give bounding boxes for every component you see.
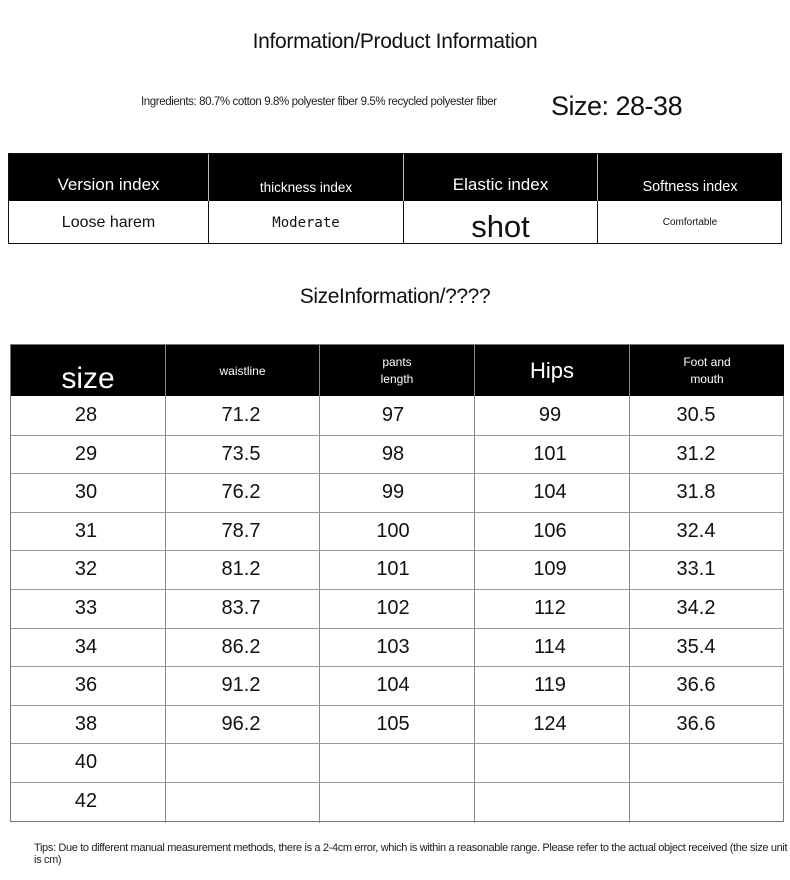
table-cell: 32 — [74, 558, 98, 580]
table-cell: 99 — [381, 481, 405, 503]
table-cell: 99 — [538, 404, 562, 426]
row-divider — [11, 435, 784, 436]
size-section-title: SizeInformation/???? — [299, 285, 491, 308]
column-divider — [208, 201, 209, 244]
table-cell: 98 — [381, 443, 405, 465]
page-title: Information/Product Information — [252, 30, 538, 53]
row-divider — [11, 628, 784, 629]
foot-and-mouth-header — [630, 345, 784, 396]
table-cell: 96.2 — [221, 713, 261, 735]
table-cell: 78.7 — [221, 520, 261, 542]
table-cell: 112 — [534, 597, 566, 619]
table-cell: 38 — [74, 713, 98, 735]
table-cell: 33.1 — [676, 558, 716, 580]
version-index-value: Loose harem — [61, 213, 156, 231]
pants-length-header — [320, 345, 474, 396]
waistline-header: waistline — [166, 345, 319, 396]
table-cell: 104 — [533, 481, 567, 503]
table-cell: 103 — [376, 636, 410, 658]
table-cell: 31.8 — [676, 481, 716, 503]
table-cell: 35.4 — [676, 636, 716, 658]
table-cell: 119 — [534, 674, 566, 696]
table-cell: 97 — [381, 404, 405, 426]
table-cell: 114 — [534, 636, 566, 658]
tips-text: Tips: Due to different manual measurement methods, there is a 2-4cm error, which is within a reasonable range. Please refer to the actual object received (the size unit is cm) — [34, 842, 788, 866]
elastic-index-header: Elastic index — [404, 154, 597, 201]
hips-header: Hips — [475, 345, 629, 396]
header-line: pants — [382, 354, 412, 369]
version-index-header: Version index — [9, 154, 208, 201]
table-cell: 36.6 — [676, 713, 716, 735]
column-divider — [403, 201, 404, 244]
table-cell: 71.2 — [221, 404, 261, 426]
table-cell: 105 — [376, 713, 410, 735]
table-cell: 109 — [533, 558, 567, 580]
thickness-index-value: Moderate — [272, 214, 340, 231]
ingredients-text: Ingredients: 80.7% cotton 9.8% polyester fiber 9.5% recycled polyester fiber — [141, 96, 497, 108]
table-cell: 76.2 — [221, 481, 261, 503]
table-cell: 86.2 — [221, 636, 261, 658]
column-divider — [629, 345, 630, 823]
table-cell: 34.2 — [676, 597, 716, 619]
softness-index-header: Softness index — [598, 154, 782, 201]
column-divider — [208, 154, 209, 201]
table-cell: 106 — [533, 520, 567, 542]
softness-index-value: Comfortable — [662, 217, 718, 228]
row-divider — [11, 666, 784, 667]
column-divider — [474, 345, 475, 823]
row-divider — [11, 473, 784, 474]
index-table — [8, 153, 782, 244]
size-header: size — [11, 345, 165, 396]
table-cell: 32.4 — [676, 520, 716, 542]
column-divider — [597, 154, 598, 201]
table-cell: 42 — [74, 790, 98, 812]
elastic-index-value: shot — [471, 208, 530, 244]
table-cell: 28 — [74, 404, 98, 426]
column-divider — [403, 154, 404, 201]
table-cell: 30 — [74, 481, 98, 503]
table-cell: 73.5 — [221, 443, 261, 465]
column-divider — [597, 201, 598, 244]
column-divider — [165, 345, 166, 823]
size-table — [10, 344, 784, 822]
size-range: Size: 28-38 — [551, 91, 683, 121]
table-cell: 91.2 — [221, 674, 261, 696]
row-divider — [11, 782, 784, 783]
table-cell: 30.5 — [676, 404, 716, 426]
table-cell: 40 — [74, 751, 98, 773]
column-divider — [319, 345, 320, 823]
row-divider — [11, 589, 784, 590]
row-divider — [11, 743, 784, 744]
header-line: mouth — [690, 371, 724, 386]
table-cell: 33 — [74, 597, 98, 619]
thickness-index-header: thickness index — [209, 154, 403, 201]
row-divider — [11, 705, 784, 706]
row-divider — [11, 512, 784, 513]
table-cell: 31 — [74, 520, 98, 542]
table-cell: 34 — [74, 636, 98, 658]
table-cell: 100 — [376, 520, 410, 542]
table-cell: 81.2 — [221, 558, 261, 580]
table-cell: 29 — [74, 443, 98, 465]
table-cell: 36 — [74, 674, 98, 696]
table-cell: 124 — [533, 713, 567, 735]
table-cell: 101 — [533, 443, 567, 465]
table-cell: 36.6 — [676, 674, 716, 696]
table-cell: 102 — [376, 597, 410, 619]
table-cell: 83.7 — [221, 597, 261, 619]
header-line: Foot and — [683, 354, 731, 369]
header-line: length — [380, 371, 414, 386]
table-cell: 104 — [376, 674, 410, 696]
table-cell: 31.2 — [676, 443, 716, 465]
row-divider — [11, 550, 784, 551]
table-cell: 101 — [376, 558, 410, 580]
